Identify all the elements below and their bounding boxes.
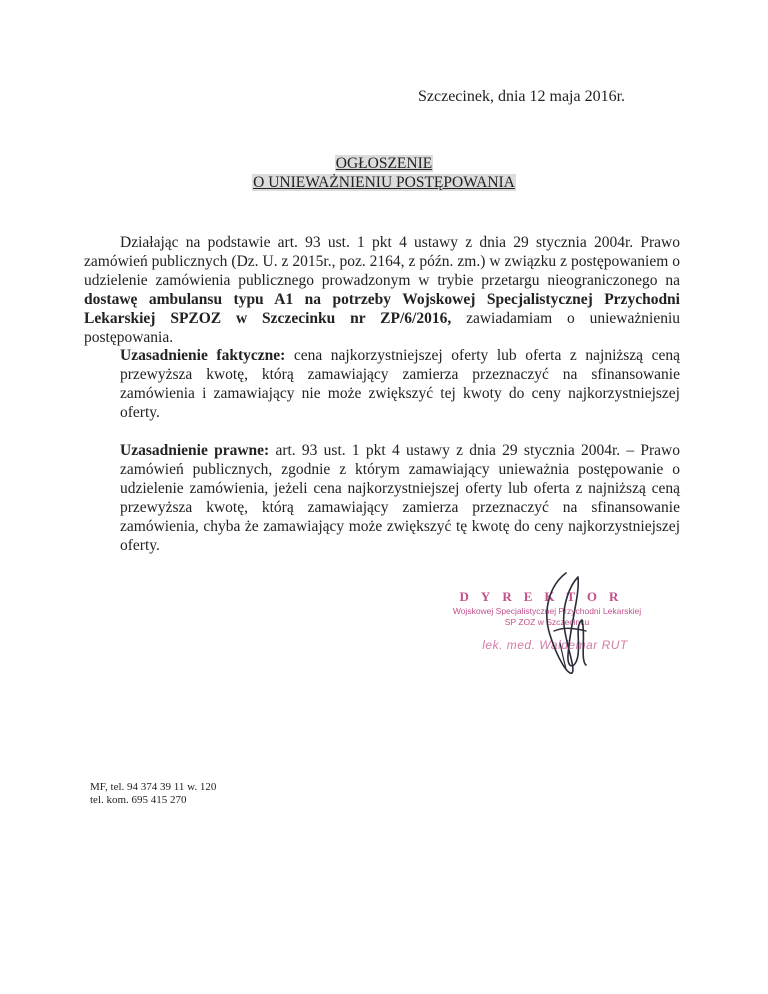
legal-text: art. 93 ust. 1 pkt 4 ustawy z dnia 29 stycznia 2004r. – Prawo zamówień publicznych, zgodnie z którym zamawiający unieważnia postępowanie o udzielenie zamówienia, jeżeli cena najkorzystniejszej oferty lub oferta z najniższą ceną przewyższa kwotę, którą zamawiający zamierza przeznaczyć na sfinansowanie zamówienia, chyba że zamawiający może zwiększyć tę kwotę do ceny najkorzystniejszej oferty.	[120, 442, 680, 554]
intro-text-b: zawiadamiam o unieważnieniu postępowania.	[84, 310, 681, 346]
intro-text-a: Działając na podstawie art. 93 ust. 1 pkt 4 ustawy z dnia 29 stycznia 2004r. Prawo zamówień publicznych (Dz. U. z 2015r., poz. 2164, z późn. zm.) w związku z postępowaniem o udzielenie zamówienia publicznego prowadzonym w trybie przetargu nieograniczonego na	[84, 234, 680, 289]
contact-line-1: MF, tel. 94 374 39 11 w. 120	[90, 781, 217, 793]
handwritten-signature	[520, 565, 600, 680]
document-title	[0, 154, 768, 192]
legal-label: Uzasadnienie prawne:	[120, 442, 270, 459]
title-line-2: O UNIEWAŻNIENIU POSTĘPOWANIA	[253, 174, 515, 191]
factual-text: cena najkorzystniejszej oferty lub oferta z najniższą ceną przewyższa kwotę, którą zamawiający zamierza przeznaczyć na sfinansowanie zamówienia i zamawiający nie może zwiększyć tej kwoty do ceny najkorzystniejszej oferty.	[120, 347, 681, 421]
intro-paragraph	[84, 233, 680, 347]
contact-footer	[90, 781, 216, 807]
factual-label: Uzasadnienie faktyczne:	[120, 347, 286, 364]
contact-line-2: tel. kom. 695 415 270	[90, 794, 187, 806]
intro-bold: dostawę ambulansu typu A1 na potrzeby Wojskowej Specjalistycznej Przychodni Lekarskiej SPZOZ w Szczecinku nr ZP/6/2016,	[84, 291, 680, 327]
date-line: Szczecinek, dnia 12 maja 2016r.	[418, 88, 626, 105]
factual-justification	[120, 346, 680, 422]
title-line-1: OGŁOSZENIE	[335, 155, 433, 172]
stamp-line-1: Wojskowej Specjalistycznej Przychodni Lekarskiej	[452, 606, 642, 616]
stamp-line-2: SP ZOZ w Szczecinku	[504, 617, 590, 627]
stamp-name: lek. med. Waldemar RUT	[482, 638, 628, 652]
legal-justification	[120, 441, 680, 555]
stamp-title: DYREKTOR	[459, 589, 631, 604]
